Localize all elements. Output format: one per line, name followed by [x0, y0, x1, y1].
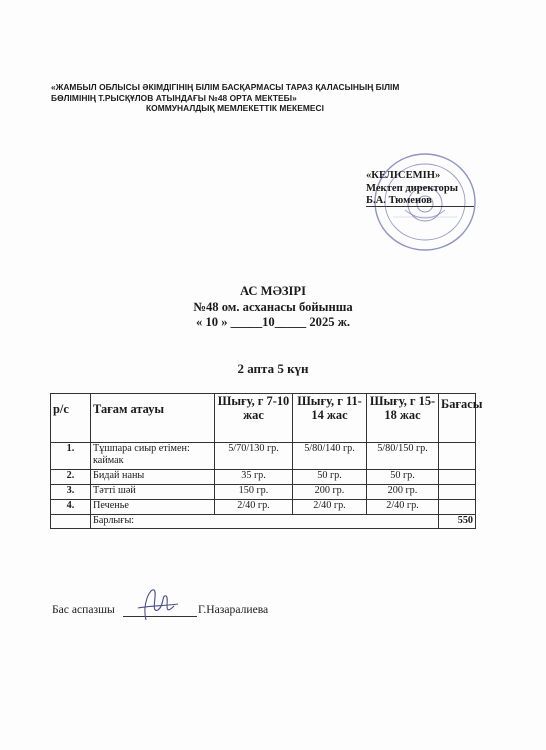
row-age-11-14: 2/40 гр.: [293, 500, 367, 515]
total-label: Барлығы:: [91, 515, 439, 529]
row-dish: Тұшпара сиыр етімен: каймак: [91, 443, 215, 470]
row-age-7-10: 150 гр.: [215, 485, 293, 500]
header-age-15-18: Шығу, г 15-18 жас: [367, 394, 439, 443]
row-dish: Тәтті шәй: [91, 485, 215, 500]
total-value: 550: [439, 515, 476, 529]
menu-title-block: [0, 284, 546, 331]
header-num: р/с: [51, 394, 91, 443]
row-age-15-18: 2/40 гр.: [367, 500, 439, 515]
approval-position: Мектеп директоры: [366, 182, 459, 194]
cook-label: Бас аспазшы: [52, 603, 115, 616]
header-line-2: БӨЛІМІНІҢ Т.РЫСҚҰЛОВ АТЫНДАҒЫ №48 ОРТА МЕКТЕБІ»: [51, 92, 297, 103]
row-price: [439, 485, 476, 500]
table-header-row: [51, 394, 476, 443]
header-line-3: КОММУНАЛДЫҚ МЕМЛЕКЕТТІК МЕКЕМЕСІ: [146, 103, 324, 113]
row-dish: Печенье: [91, 500, 215, 515]
canteen-name: №48 ом. асханасы бойынша: [193, 299, 353, 314]
row-age-15-18: 200 гр.: [367, 485, 439, 500]
menu-title: АС МӘЗІРІ: [239, 284, 307, 298]
row-dish: Бидай наны: [91, 470, 215, 485]
cook-signature: [132, 584, 182, 624]
approval-signature-line: [366, 206, 474, 207]
table-total-row: [51, 515, 476, 529]
row-price: [439, 500, 476, 515]
row-age-7-10: 2/40 гр.: [215, 500, 293, 515]
row-num: 2.: [51, 470, 91, 485]
cook-name: Г.Назаралиева: [198, 603, 269, 616]
approval-name: Б.А. Тюменов: [366, 195, 432, 207]
total-empty-cell: [51, 515, 91, 529]
row-age-11-14: 200 гр.: [293, 485, 367, 500]
approval-title: «КЕЛІСЕМІН»: [366, 170, 441, 181]
row-price: [439, 470, 476, 485]
table-row: [51, 500, 476, 515]
header-price: Бағасы: [439, 394, 476, 443]
menu-date: « 10 » _____10_____ 2025 ж.: [196, 315, 350, 330]
table-row: [51, 485, 476, 500]
row-num: 4.: [51, 500, 91, 515]
row-age-15-18: 5/80/150 гр.: [367, 443, 439, 470]
table-row: [51, 443, 476, 470]
header-age-7-10: Шығу, г 7-10 жас: [215, 394, 293, 443]
row-age-15-18: 50 гр.: [367, 470, 439, 485]
row-num: 1.: [51, 443, 91, 470]
school-header: [51, 82, 511, 114]
row-age-11-14: 5/80/140 гр.: [293, 443, 367, 470]
approval-block: [366, 170, 458, 208]
header-line-1: «ЖАМБЫЛ ОБЛЫСЫ ӘКІМДІГІНІҢ БІЛІМ БАСҚАРМАСЫ ТАРАЗ ҚАЛАСЫНЫҢ БІЛІМ: [51, 82, 400, 92]
header-age-11-14: Шығу, г 11-14 жас: [293, 394, 367, 443]
header-dish: Тағам атауы: [91, 394, 215, 443]
week-day: 2 апта 5 күн: [237, 361, 309, 376]
row-age-7-10: 35 гр.: [215, 470, 293, 485]
menu-table: [50, 393, 483, 529]
row-num: 3.: [51, 485, 91, 500]
row-age-11-14: 50 гр.: [293, 470, 367, 485]
row-price: [439, 443, 476, 470]
row-age-7-10: 5/70/130 гр.: [215, 443, 293, 470]
table-row: [51, 470, 476, 485]
